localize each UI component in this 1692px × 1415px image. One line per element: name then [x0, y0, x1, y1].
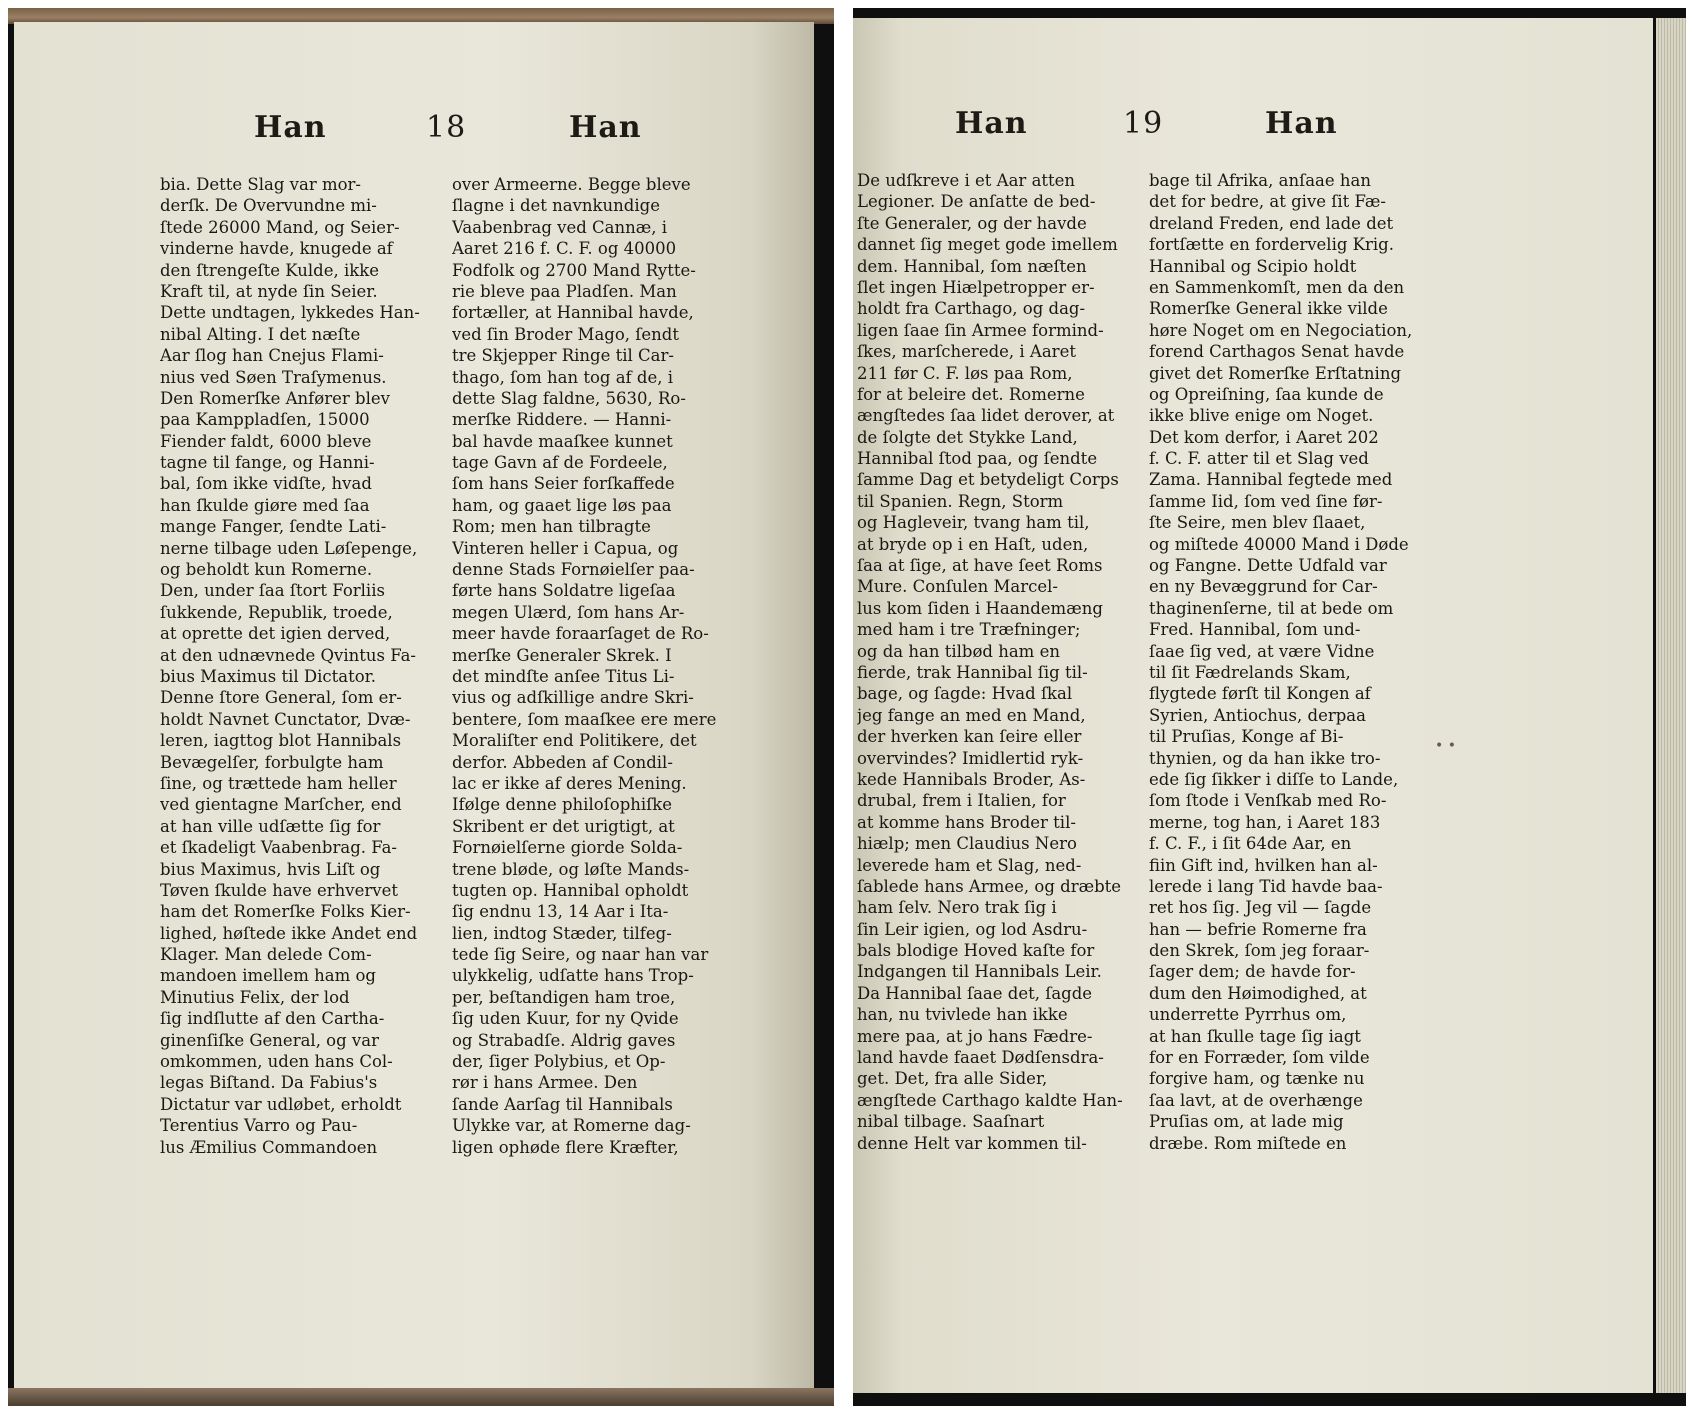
text-line: lac er ikke af deres Mening. [452, 773, 687, 793]
text-line: dum den Høimodighed, at [1149, 983, 1367, 1003]
text-line: forend Carthagos Senat havde [1149, 342, 1405, 362]
running-head-right: Han [569, 110, 642, 145]
text-line: underrette Pyrrhus om, [1149, 1005, 1347, 1025]
text-line: den Skrek, ſom jeg foraar- [1149, 941, 1370, 961]
text-line: vius og adſkillige andre Skri- [452, 688, 694, 708]
text-line: fortæller, at Hannibal havde, [452, 303, 694, 323]
text-line: Fred. Hannibal, ſom und- [1149, 620, 1361, 640]
text-line: holdt fra Carthago, og dag- [857, 299, 1086, 319]
text-line: lerede i lang Tid havde baa- [1149, 876, 1383, 896]
text-line: Minutius Felix, der lod [160, 987, 350, 1007]
text-line: Fiender faldt, 6000 bleve [160, 431, 372, 451]
text-line: nibal Alting. I det næſte [160, 324, 361, 344]
text-line: ulykkelig, udſatte hans Trop- [452, 966, 694, 986]
text-line: ligen ſaae ſin Armee formind- [857, 320, 1104, 340]
text-line: ham ſelv. Nero trak ſig i [857, 898, 1057, 918]
text-line: Romerſke General ikke vilde [1149, 299, 1388, 319]
text-line: bage, og ſagde: Hvad ſkal [857, 684, 1073, 704]
text-line: Det kom derfor, i Aaret 202 [1149, 427, 1379, 447]
text-line: han — befrie Romerne fra [1149, 919, 1367, 939]
text-line: meer havde foraarſaget de Ro- [452, 624, 709, 644]
text-line: bal, ſom ikke vidſte, hvad [160, 474, 372, 494]
text-line: dannet ſig meget gode imellem [857, 235, 1118, 255]
text-line: Dette undtagen, lykkedes Han- [160, 303, 420, 323]
text-line: for at beleire det. Romerne [857, 384, 1085, 404]
text-line: høre Noget om en Negociation, [1149, 320, 1413, 340]
text-line: derfor. Abbeden af Condil- [452, 752, 673, 772]
text-line: f. C. F. atter til et Slag ved [1149, 449, 1369, 469]
running-head-right: Han [1265, 106, 1338, 141]
text-line: bius Maximus til Dictator. [160, 666, 377, 686]
text-line: ſukkende, Republik, troede, [160, 602, 393, 622]
text-line: Syrien, Antiochus, derpaa [1149, 705, 1366, 725]
text-line: ſtede 26000 Mand, og Seier- [160, 217, 400, 237]
text-line: ſlet ingen Hiælpetropper er- [857, 277, 1095, 297]
text-line: Ifølge denne philoſophiſke [452, 795, 673, 815]
text-line: thago, ſom han tog af de, i [452, 367, 674, 387]
page-number: 18 [426, 110, 467, 145]
text-line: at han ſkulle tage ſig iagt [1149, 1026, 1361, 1046]
page-19 [853, 18, 1653, 1393]
text-line: legas Biſtand. Da Fabius's [160, 1073, 378, 1093]
text-line: Den Romerſke Anfører blev [160, 388, 390, 408]
text-line: merſke Riddere. — Hanni- [452, 410, 672, 430]
text-line: tage Gavn af de Fordeele, [452, 453, 668, 473]
text-line: omkommen, uden hans Col- [160, 1052, 393, 1072]
text-line: ſig uden Kuur, for ny Qvide [452, 1009, 679, 1029]
text-line: givet det Romerſke Erſtatning [1149, 363, 1402, 383]
text-line: og Strabadſe. Aldrig gaves [452, 1030, 676, 1050]
text-line: at oprette det igien derved, [160, 624, 391, 644]
text-line: med ham i tre Træfninger; [857, 620, 1081, 640]
text-line: nius ved Søen Traſymenus. [160, 367, 387, 387]
text-line: en ny Bevæggrund for Car- [1149, 577, 1378, 597]
text-line: merne, tog han, i Aaret 183 [1149, 812, 1381, 832]
text-line: dreland Freden, end lade det [1149, 213, 1394, 233]
text-line: ſin Leir igien, og lod Asdru- [857, 919, 1088, 939]
page-edge-stack [1656, 18, 1686, 1393]
text-line: Ulykke var, at Romerne dag- [452, 1116, 691, 1136]
text-line: ſager dem; de havde for- [1149, 962, 1356, 982]
text-line: ligen ophøde flere Kræfter, [452, 1137, 679, 1157]
text-line: ſande Aarſag til Hannibals [452, 1094, 673, 1114]
text-line: 211 før C. F. løs paa Rom, [857, 363, 1073, 383]
text-line: Denne ſtore General, ſom er- [160, 688, 402, 708]
text-line: tede ſig Seire, og naar han var [452, 945, 709, 965]
text-line: forgive ham, og tænke nu [1149, 1069, 1365, 1089]
text-line: der, ſiger Polybius, et Op- [452, 1052, 666, 1072]
text-line: Da Hannibal ſaae det, ſagde [857, 983, 1093, 1003]
page-18 [14, 22, 814, 1392]
text-line: Fodfolk og 2700 Mand Rytte- [452, 260, 696, 280]
text-line: Hannibal og Scipio holdt [1149, 256, 1357, 276]
text-line: ede ſig ſikker i diſſe to Lande, [1149, 769, 1399, 789]
text-line: ved ſin Broder Mago, ſendt [452, 324, 679, 344]
text-line: lien, indtog Stæder, tilfeg- [452, 923, 672, 943]
text-line: derſk. De Overvundne mi- [160, 196, 377, 216]
text-line: ſlagne i det navnkundige [452, 196, 660, 216]
text-line: lighed, høſtede ikke Andet end [160, 923, 418, 943]
text-line: rie bleve paa Pladſen. Man [452, 281, 677, 301]
text-line: ſkes, marſcherede, i Aaret [857, 342, 1076, 362]
text-line: flygtede førſt til Kongen af [1149, 684, 1371, 704]
text-line: ſte Generaler, og der havde [857, 213, 1087, 233]
text-line: og beholdt kun Romerne. [160, 560, 373, 580]
text-line: at han ville udſætte ſig for [160, 816, 381, 836]
text-line: tre Skjepper Ringe til Car- [452, 346, 674, 366]
text-line: ham, og gaaet lige løs paa [452, 495, 672, 515]
text-line: Legioner. De anſatte de bed- [857, 192, 1096, 212]
text-line: Terentius Varro og Pau- [160, 1116, 358, 1136]
text-line: han ſkulde giøre med ſaa [160, 495, 370, 515]
text-line: tugten op. Hannibal opholdt [452, 880, 689, 900]
text-line: til ſit Fædrelands Skam, [1149, 662, 1351, 682]
text-line: Tøven ſkulde have erhvervet [160, 880, 398, 900]
text-line: paa Kamppladſen, 15000 [160, 410, 370, 430]
text-line: Vaabenbrag ved Cannæ, i [452, 217, 668, 237]
text-line: Rom; men han tilbragte [452, 517, 651, 537]
text-line: til Pruſias, Konge af Bi- [1149, 727, 1344, 747]
text-line: ſte Seire, men blev ſlaaet, [1149, 513, 1366, 533]
text-line: bal havde maaſkee kunnet [452, 431, 673, 451]
text-column-2 [1149, 170, 1439, 1154]
text-line: dette Slag faldne, 5630, Ro- [452, 388, 686, 408]
text-line: Skribent er det urigtigt, at [452, 816, 675, 836]
text-line: vinderne havde, knugede af [160, 239, 393, 259]
text-line: mere paa, at jo hans Fædre- [857, 1026, 1093, 1046]
running-head-left: Han [254, 110, 327, 145]
text-line: De udſkreve i et Aar atten [857, 171, 1076, 190]
text-line: det for bedre, at give ſit Fæ- [1149, 192, 1386, 212]
text-line: jeg fange an med en Mand, [857, 705, 1086, 725]
text-line: nibal tilbage. Saaſnart [857, 1112, 1045, 1132]
left-page-scan [8, 8, 834, 1406]
text-line: kede Hannibals Broder, As- [857, 769, 1086, 789]
text-line: og Opreiſning, ſaa kunde de [1149, 384, 1384, 404]
text-line: denne Stads Fornøielſer paa- [452, 560, 695, 580]
text-line: ſine, og trættede ham heller [160, 773, 397, 793]
text-line: et ſkadeligt Vaabenbrag. Fa- [160, 838, 398, 858]
text-line: fierde, trak Hannibal ſig til- [857, 662, 1088, 682]
text-line: at bryde op i en Haſt, uden, [857, 534, 1089, 554]
text-line: thaginenſerne, til at bede om [1149, 598, 1394, 618]
text-line: ſaa lavt, at de overhænge [1149, 1090, 1363, 1110]
text-line: ikke blive enige om Noget. [1149, 406, 1374, 426]
text-line: for en Forræder, ſom vilde [1149, 1048, 1370, 1068]
text-line: ſig endnu 13, 14 Aar i Ita- [452, 902, 669, 922]
text-line: bals blodige Hoved kaſte for [857, 941, 1095, 961]
text-line: til Spanien. Regn, Storm [857, 491, 1064, 511]
text-line: denne Helt var kommen til- [857, 1133, 1087, 1153]
text-line: det mindſte anſee Titus Li- [452, 666, 675, 686]
text-line: dem. Hannibal, ſom næſten [857, 256, 1087, 276]
right-page-scan [853, 8, 1686, 1406]
text-line: Mure. Conſulen Marcel- [857, 577, 1058, 597]
text-line: f. C. F., i ſit 64de Aar, en [1149, 834, 1352, 854]
text-line: ſablede hans Armee, og dræbte [857, 876, 1122, 896]
text-line: Bevægelſer, forbulgte ham [160, 752, 384, 772]
text-line: Dictatur var udløbet, erholdt [160, 1094, 402, 1114]
text-line: trene bløde, og løſte Mands- [452, 859, 690, 879]
text-line: ſamme Iid, ſom ved ſine før- [1149, 491, 1383, 511]
book-bottom-edge [8, 1388, 834, 1406]
text-line: hiælp; men Claudius Nero [857, 834, 1077, 854]
text-line: bentere, ſom maaſkee ere mere [452, 709, 717, 729]
text-line: Aar ſlog han Cnejus Flami- [160, 346, 384, 366]
text-line: førte hans Soldatre ligeſaa [452, 581, 676, 601]
text-column-2 [452, 174, 737, 1158]
text-line: ginenſiſke General, og var [160, 1030, 379, 1050]
text-line: lus Æmilius Commandoen [160, 1137, 378, 1157]
text-line: ſamme Dag et betydeligt Corps [857, 470, 1119, 490]
text-line: ængſtede Carthago kaldte Han- [857, 1090, 1123, 1110]
text-line: Moraliſter end Politikere, det [452, 731, 697, 751]
text-line: at komme hans Broder til- [857, 812, 1076, 832]
text-line: mange Fanger, ſendte Lati- [160, 517, 387, 537]
text-line: Aaret 216 f. C. F. og 40000 [452, 239, 677, 259]
text-line: og da han tilbød ham en [857, 641, 1060, 661]
text-line: get. Det, fra alle Sider, [857, 1069, 1048, 1089]
text-line: drubal, frem i Italien, for [857, 791, 1066, 811]
page-number: 19 [1123, 106, 1164, 141]
text-line: rør i hans Armee. Den [452, 1073, 638, 1093]
text-line: nerne tilbage uden Løſepenge, [160, 538, 418, 558]
text-line: Vinteren heller i Capua, og [452, 538, 679, 558]
text-line: dræbe. Rom miſtede en [1149, 1133, 1347, 1153]
text-line: land havde faaet Dødſensdra- [857, 1048, 1104, 1068]
running-head-left: Han [955, 106, 1028, 141]
text-column-1 [857, 170, 1147, 1154]
text-line: Zama. Hannibal fegtede med [1149, 470, 1393, 490]
text-line: over Armeerne. Begge bleve [452, 175, 691, 194]
text-line: tagne til fange, og Hanni- [160, 453, 375, 473]
text-line: han, nu tvivlede han ikke [857, 1005, 1068, 1025]
text-line: ſaae ſig ved, at være Vidne [1149, 641, 1375, 661]
text-line: Hannibal ſtod paa, og ſendte [857, 449, 1098, 469]
text-line: lus kom ſiden i Haandemæng [857, 598, 1103, 618]
text-line: og Hagleveir, tvang ham til, [857, 513, 1090, 533]
text-line: ſom ſtode i Venſkab med Ro- [1149, 791, 1387, 811]
margin-mark: • • [1435, 738, 1456, 754]
text-line: en Sammenkomſt, men da den [1149, 277, 1405, 297]
text-line: bia. Dette Slag var mor- [160, 175, 361, 194]
text-line: og Fangne. Dette Udfald var [1149, 556, 1387, 576]
text-line: ſaa at ſige, at have ſeet Roms [857, 556, 1103, 576]
text-line: Den, under ſaa ſtort Forliis [160, 581, 385, 601]
text-line: mandoen imellem ham og [160, 966, 376, 986]
text-line: megen Ulærd, ſom hans Ar- [452, 602, 685, 622]
text-line: Indgangen til Hannibals Leir. [857, 962, 1102, 982]
text-line: den ſtrengeſte Kulde, ikke [160, 260, 380, 280]
text-line: bage til Afrika, anſaae han [1149, 171, 1371, 190]
text-line: fiin Gift ind, hvilken han al- [1149, 855, 1378, 875]
text-line: thynien, og da han ikke tro- [1149, 748, 1381, 768]
text-line: og miſtede 40000 Mand i Døde [1149, 534, 1409, 554]
text-line: per, beſtandigen ham troe, [452, 987, 676, 1007]
text-line: bius Maximus, hvis Liſt og [160, 859, 381, 879]
text-column-1 [160, 174, 445, 1158]
text-line: Pruſias om, at lade mig [1149, 1112, 1344, 1132]
running-header [14, 110, 814, 160]
running-header [853, 106, 1653, 156]
text-line: Kraft til, at nyde ſin Seier. [160, 281, 378, 301]
text-line: ved gientagne Marſcher, end [160, 795, 402, 815]
text-line: de ſolgte det Stykke Land, [857, 427, 1078, 447]
text-line: merſke Generaler Skrek. I [452, 645, 672, 665]
text-line: Fornøielſerne giorde Solda- [452, 838, 683, 858]
text-line: leren, iagttog blot Hannibals [160, 731, 402, 751]
text-line: overvindes? Imidlertid ryk- [857, 748, 1084, 768]
text-line: at den udnævnede Qvintus Fa- [160, 645, 416, 665]
text-line: leverede ham et Slag, ned- [857, 855, 1082, 875]
text-line: holdt Navnet Cunctator, Dvæ- [160, 709, 411, 729]
text-line: ham det Romerſke Folks Kier- [160, 902, 411, 922]
text-line: Klager. Man delede Com- [160, 945, 372, 965]
text-line: ſom hans Seier forſkaffede [452, 474, 675, 494]
text-line: ængſtedes ſaa lidet derover, at [857, 406, 1115, 426]
text-line: ret hos ſig. Jeg vil — ſagde [1149, 898, 1372, 918]
text-line: der hverken kan ſeire eller [857, 727, 1082, 747]
text-line: fortſætte en fordervelig Krig. [1149, 235, 1394, 255]
text-line: ſig indſlutte af den Cartha- [160, 1009, 385, 1029]
